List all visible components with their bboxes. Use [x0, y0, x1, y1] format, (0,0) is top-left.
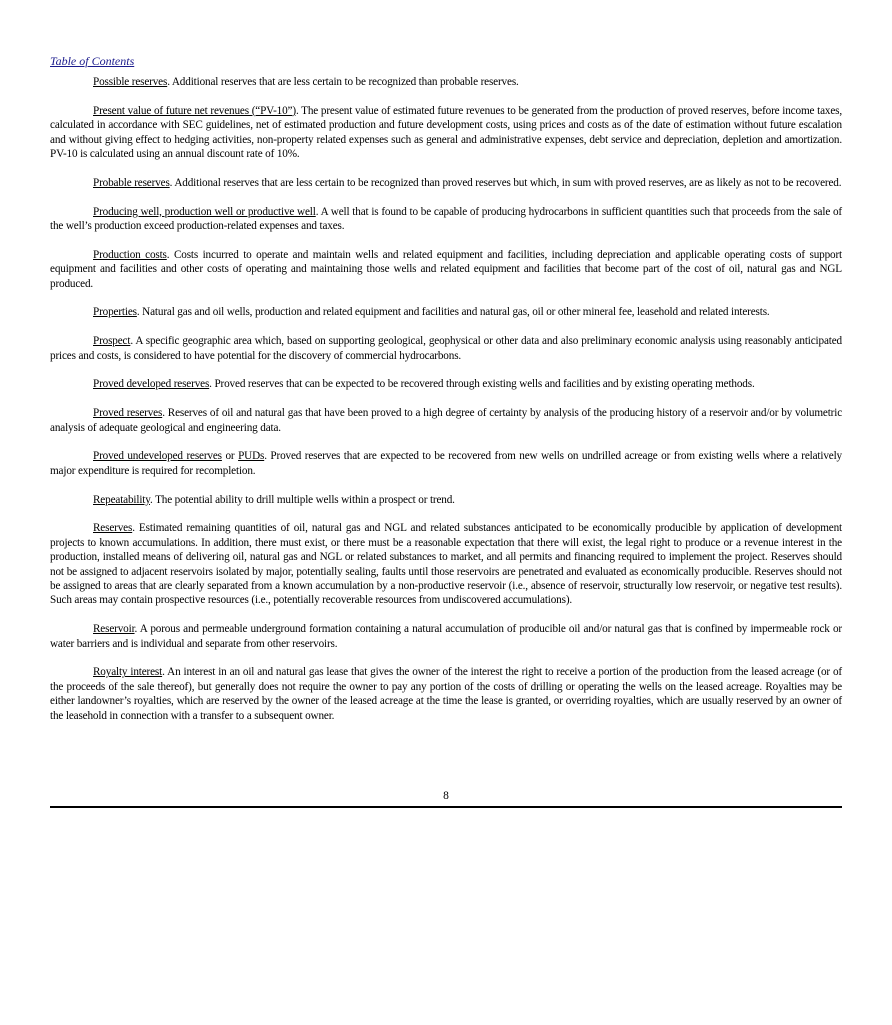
definition-proved-developed-reserves: [50, 377, 842, 391]
definition-term: Proved reserves: [93, 407, 163, 420]
definition-term: Possible reserves: [93, 76, 168, 88]
definition-proved-reserves: [50, 406, 842, 435]
definition-text: . Additional reserves that are less certain to be recognized than proved reserves but which, in sum with proved reserves, are as likely as not to be recovered.: [169, 176, 842, 189]
definition-term: Repeatability: [93, 493, 150, 506]
definition-term: Production costs: [93, 248, 167, 261]
definition-properties: [50, 305, 842, 319]
definition-text: . The potential ability to drill multiple wells within a prospect or trend.: [149, 493, 455, 506]
definition-text: . An interest in an oil and natural gas lease that gives the owner of the interest the right to receive a portion of the production from the leased acreage (or of the proceeds of the sale thereof), but generally does not require the owner to pay any portion of the costs of drilling or operating the wells on the leased acreage. Royalties may be either landowner’s royalties, which are reserved by the owner of the leased acreage at the time the lease is granted, or overriding royalties, which are usually reserved by an owner of the leasehold in connection with a transfer to a subsequent owner.: [50, 666, 842, 722]
definition-text: . A specific geographic area which, based on supporting geological, geophysical or other data and also preliminary economic analysis using reasonably anticipated prices and costs, is considered to have potential for the discovery of commercial hydrocarbons.: [50, 335, 842, 362]
definition-text: . The present value of estimated future revenues to be generated from the production of proved reserves, before income taxes, calculated in accordance with SEC guidelines, net of estimated production and future development costs, using prices and costs as of the date of estimation without future escalation and without giving effect to hedging activities, non-property related expenses such as general and administrative expenses, debt service and depreciation, depletion and amortization. PV-10 is calculated using an annual discount rate of 10%.: [50, 104, 842, 161]
document-page: [50, 52, 842, 737]
definition-probable-reserves: [50, 176, 842, 190]
definition-text: . Reserves of oil and natural gas that have been proved to a high degree of certainty by analysis of the producing history of a reservoir and/or by volumetric analysis of adequate geological and engineering data.: [50, 407, 843, 434]
definition-royalty-interest: [50, 665, 842, 723]
definition-text: . Proved reserves that are expected to be recovered from new wells on undrilled acreage or from existing wells where a relatively major expenditure is required for recompletion.: [50, 450, 842, 477]
definition-term: Royalty interest: [93, 666, 163, 679]
definition-term: Reservoir: [93, 623, 135, 636]
definition-term-alt: PUDs: [238, 450, 265, 463]
definition-text: . Natural gas and oil wells, production and related equipment and facilities and natural gas, oil or other mineral fee, leasehold and related interests.: [136, 306, 770, 319]
definition-text: . A well that is found to be capable of producing hydrocarbons in sufficient quantities such that proceeds from the sale of the well’s production exceed production-related expenses and taxes.: [50, 205, 843, 233]
definition-reserves: [50, 521, 842, 607]
definition-repeatability: [50, 493, 842, 507]
definition-text: . A porous and permeable underground formation containing a natural accumulation of producible oil and/or natural gas that is confined by impermeable rock or water barriers and is individual and separate from other reservoirs.: [50, 623, 842, 650]
definition-term: Reserves: [93, 522, 133, 535]
definition-term: Prospect: [93, 335, 131, 348]
glossary: [50, 75, 842, 723]
definition-prospect: [50, 334, 842, 363]
definition-reservoir: [50, 622, 842, 651]
definition-producing-well: [50, 205, 842, 234]
definition-connector: or: [221, 450, 239, 463]
footer-divider: [50, 806, 842, 808]
definition-term: Producing well, production well or productive well: [93, 205, 316, 218]
definition-possible-reserves: [50, 75, 842, 89]
definition-text: . Estimated remaining quantities of oil, natural gas and NGL and related substances anticipated to be economically producible by application of development projects to known accumulations. In addition, there must exist, or there must be a reasonable expectation that there will exist, the legal right to produce or a revenue interest in the production, installed means of delivering oil, natural gas and NGL or related substances to market, and all permits and financing required to implement the project. Reserves should not be assigned to adjacent reservoirs isolated by major, potentially sealing, faults until those reservoirs are penetrated and evaluated as economically producible. Reserves should not be assigned to areas that are clearly separated from a known accumulation by a non-productive reservoir (i.e., absence of reservoir, structurally low reservoir, or negative test results). Such areas may contain prospective resources (i.e., potentially recoverable resources from undiscovered accumulations).: [50, 522, 842, 607]
definition-term: Probable reserves: [93, 176, 170, 189]
definition-pv10: [50, 104, 842, 162]
definition-text: . Proved reserves that can be expected to be recovered through existing wells and facilities and by existing operating methods.: [209, 378, 755, 391]
definition-production-costs: [50, 248, 842, 291]
definition-text: . Costs incurred to operate and maintain wells and related equipment and facilities, including depreciation and applicable operating costs of support equipment and facilities and other costs of operating and maintaining those wells and related equipment and facilities that become part of the cost of oil, natural gas and NGL produced.: [50, 248, 843, 290]
definition-text: . Additional reserves that are less certain to be recognized than probable reserves.: [167, 76, 519, 88]
table-of-contents-link[interactable]: Table of Contents: [50, 54, 135, 68]
definition-term: Proved undeveloped reserves: [93, 450, 222, 463]
page-footer: [50, 789, 842, 808]
definition-term: Proved developed reserves: [93, 378, 210, 391]
definition-term: Properties: [93, 306, 137, 319]
definition-proved-undeveloped-reserves: [50, 449, 842, 478]
definition-term: Present value of future net revenues (“PV-10”): [93, 104, 296, 117]
page-number: 8: [443, 790, 449, 802]
